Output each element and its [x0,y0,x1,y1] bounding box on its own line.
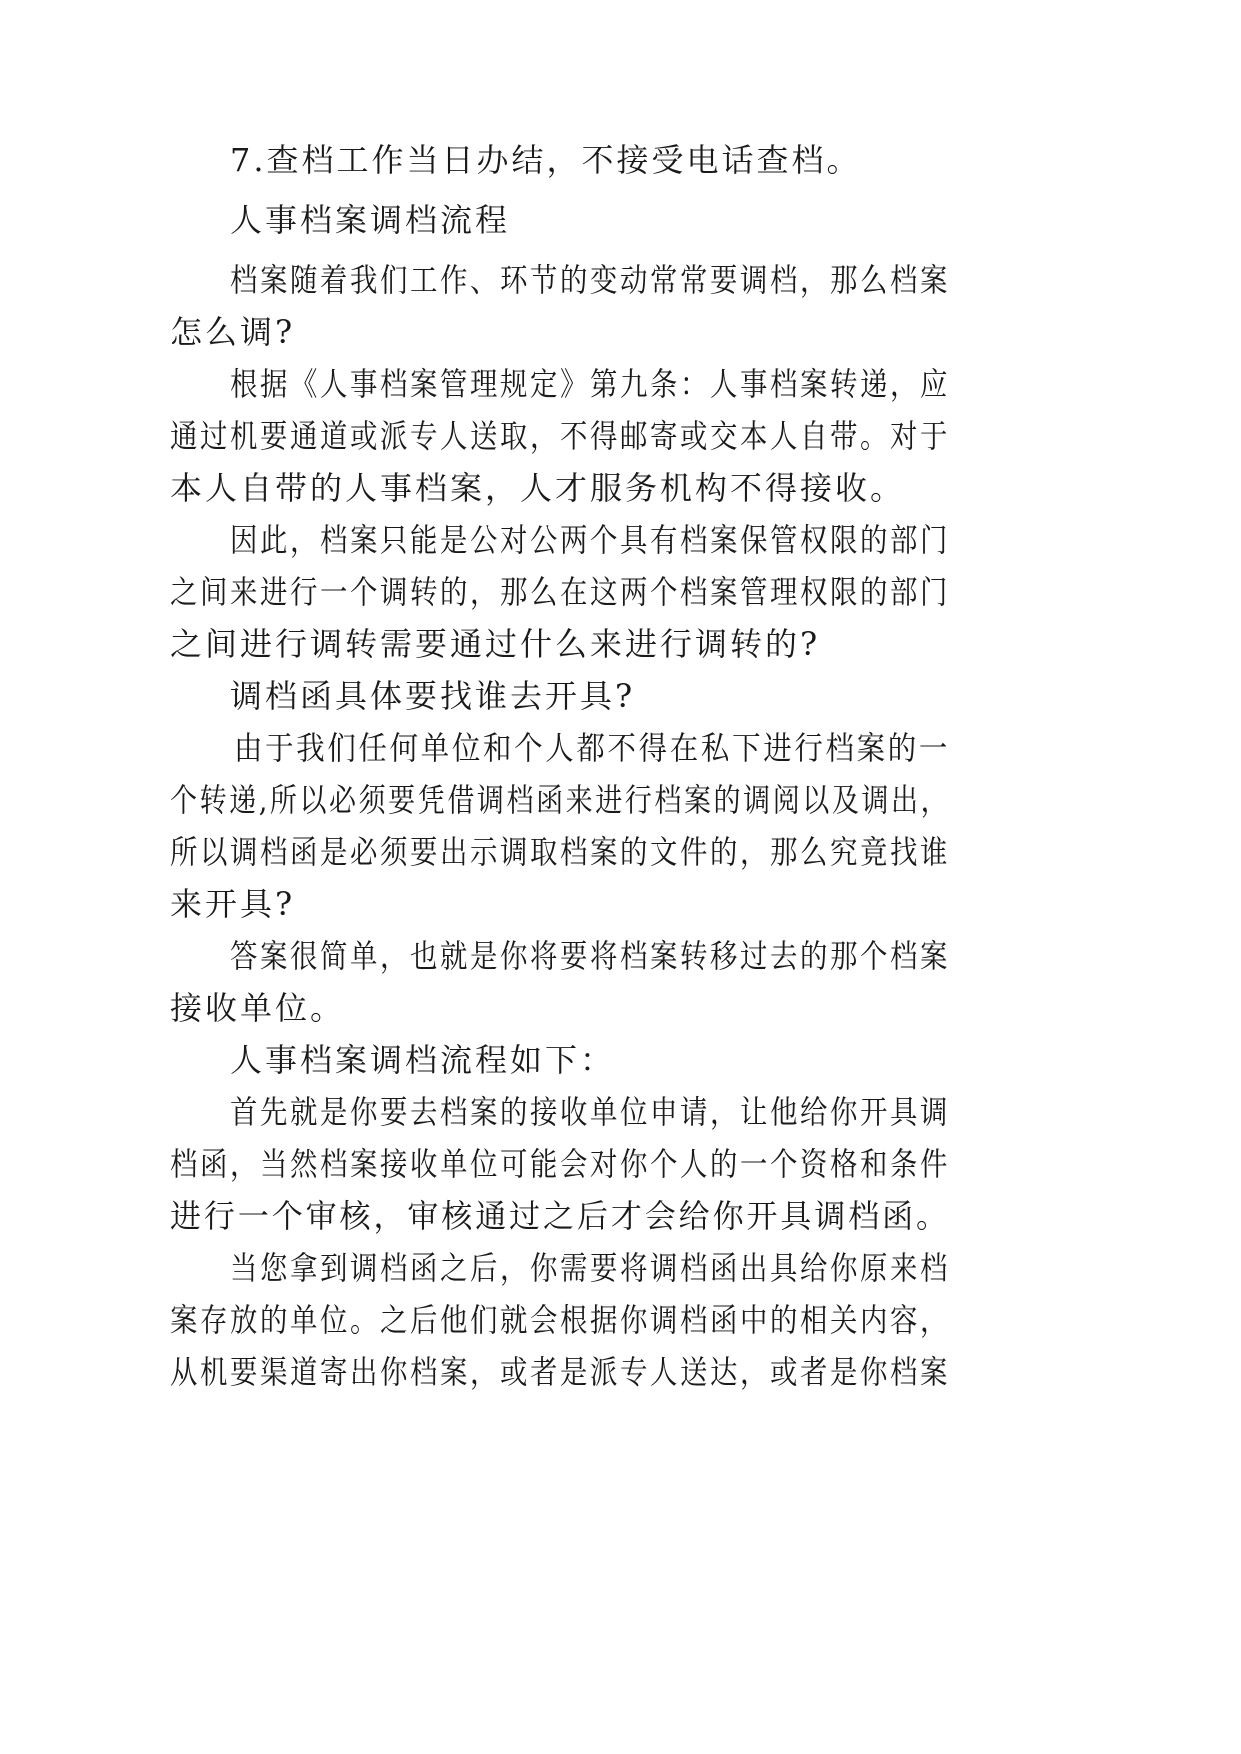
text-line: 来开具? [170,885,296,923]
text-line: 由于我们任何单位和个人都不得在私下进行档案的一 [234,729,950,767]
text-line: 通过机要通道或派专人送取，不得邮寄或交本人自带。对于 [170,417,950,455]
text-line: 首先就是你要去档案的接收单位申请，让他给你开具调 [230,1093,950,1131]
text-line: 进行一个审核，审核通过之后才会给你开具调档函。 [170,1197,950,1235]
text-line: 调档函具体要找谁去开具? [230,677,636,715]
text-line: 人事档案调档流程如下： [230,1041,616,1079]
text-line: 因此，档案只能是公对公两个具有档案保管权限的部门 [230,521,950,559]
text-line: 本人自带的人事档案，人才服务机构不得接收。 [170,469,906,507]
text-line: 之间来进行一个调转的，那么在这两个档案管理权限的部门 [170,573,950,611]
text-line: 案存放的单位。之后他们就会根据你调档函中的相关内容， [170,1301,950,1339]
text-line: 怎么调? [170,313,296,351]
text-line: 人事档案调档流程 [230,201,511,239]
text-line: 7.查档工作当日办结，不接受电话查档。 [230,141,862,179]
text-line: 之间进行调转需要通过什么来进行调转的? [170,625,821,663]
text-line: 答案很简单，也就是你将要将档案转移过去的那个档案 [230,937,950,975]
text-line: 所以调档函是必须要出示调取档案的文件的，那么究竟找谁 [170,833,950,871]
text-line: 接收单位。 [170,989,346,1027]
text-line: 根据《人事档案管理规定》第九条：人事档案转递，应 [230,365,950,403]
text-line: 档函，当然档案接收单位可能会对你个人的一个资格和条件 [170,1145,950,1183]
text-line: 个转递,所以必须要凭借调档函来进行档案的调阅以及调出， [170,781,951,819]
text-line: 档案随着我们工作、环节的变动常常要调档，那么档案 [230,261,950,299]
text-line: 当您拿到调档函之后，你需要将调档函出具给你原来档 [230,1249,950,1287]
text-line: 从机要渠道寄出你档案，或者是派专人送达，或者是你档案 [170,1353,950,1391]
